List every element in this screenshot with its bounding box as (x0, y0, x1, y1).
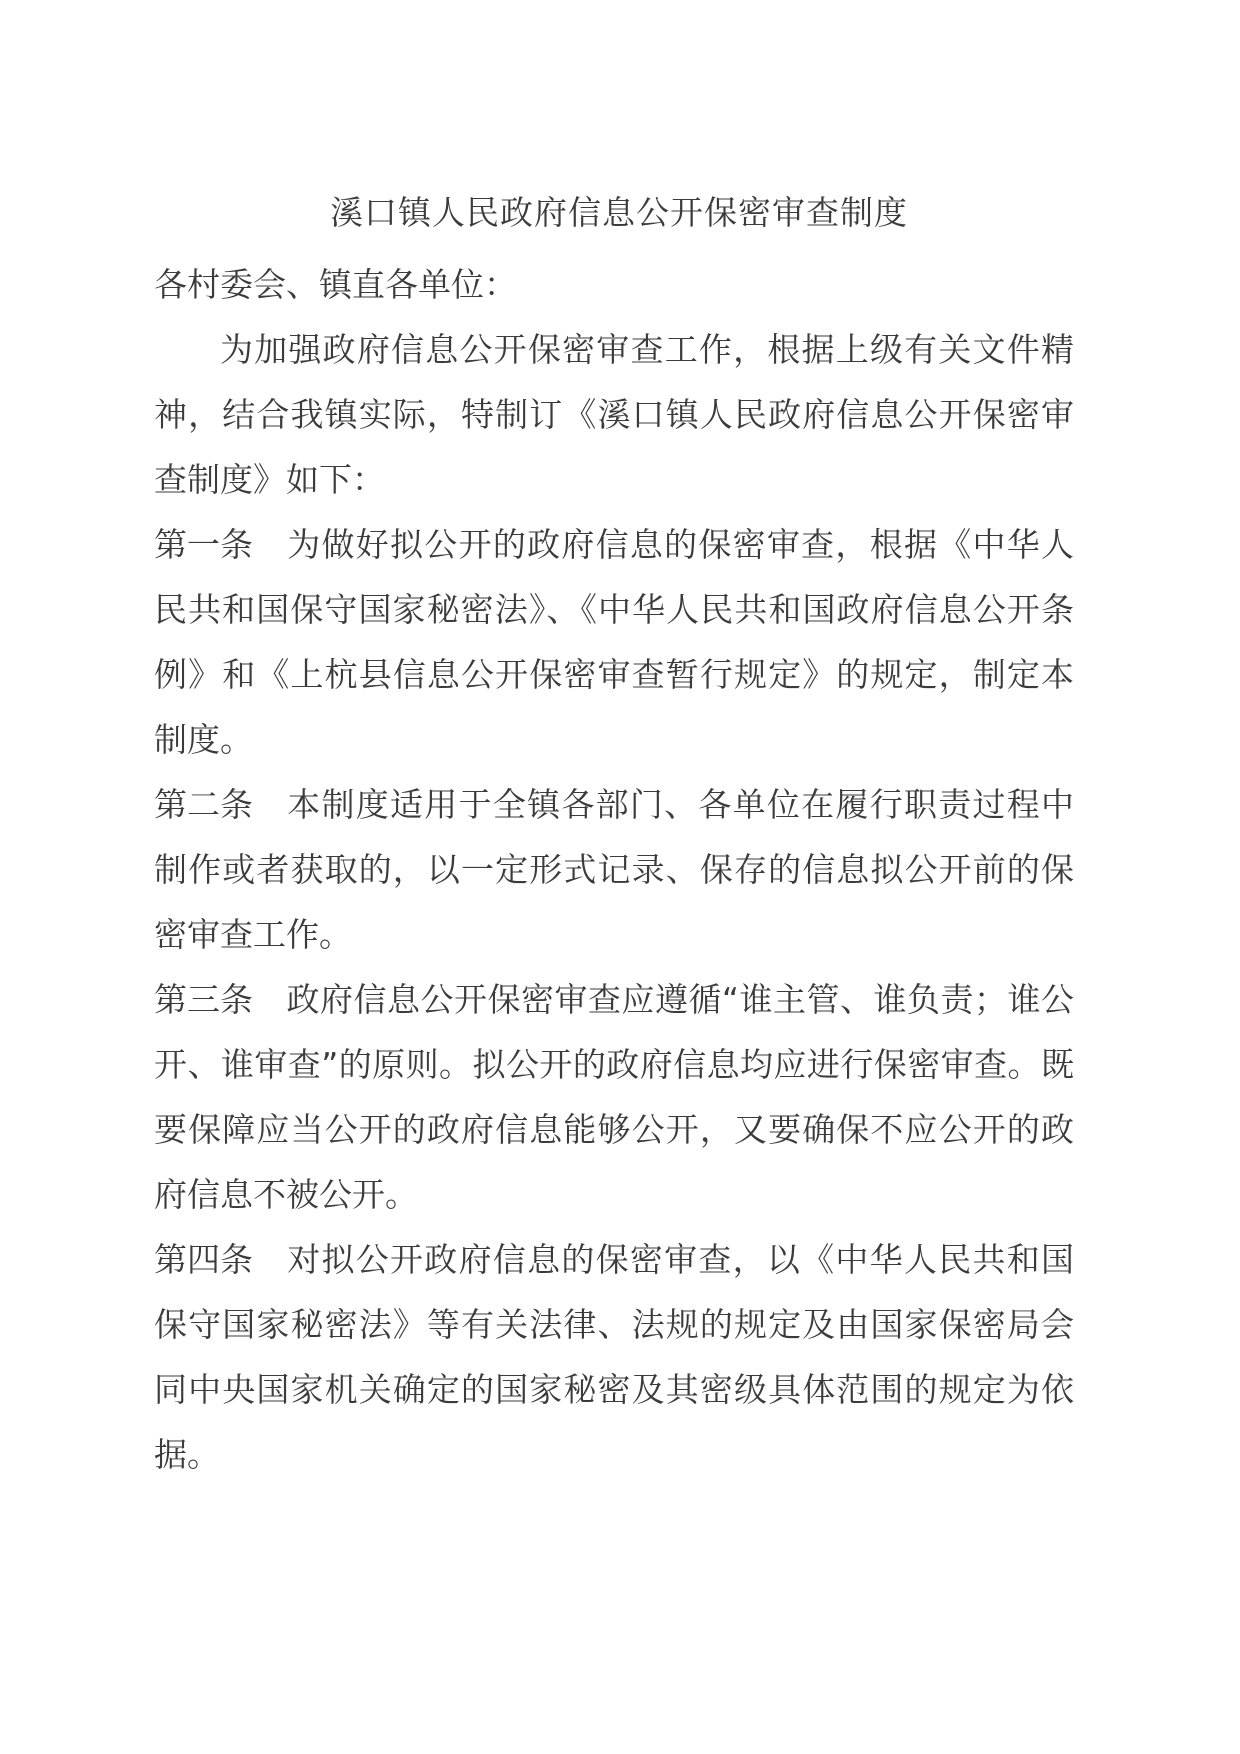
article-4-label: 第四条 (154, 1240, 253, 1279)
article-1-label: 第一条 (154, 525, 253, 564)
article-3 (154, 967, 1074, 1227)
document-title: 溪口镇人民政府信息公开保密审查制度 (330, 193, 908, 232)
article-4 (154, 1227, 1074, 1487)
article-1-text: 为做好拟公开的政府信息的保密审查，根据《中华人民共和国保守国家秘密法》、《中华人民共和国政府信息公开条例》和《上杭县信息公开保密审查暂行规定》的规定，制定本制度。 (154, 525, 1074, 759)
article-2-label: 第二条 (154, 785, 253, 824)
article-2-text: 本制度适用于全镇各部门、各单位在履行职责过程中制作或者获取的，以一定形式记录、保存的信息拟公开前的保密审查工作。 (154, 785, 1074, 954)
salutation: 各村委会、镇直各单位： (154, 265, 517, 304)
article-1 (154, 512, 1074, 772)
article-3-text: 政府信息公开保密审查应遵循“谁主管、谁负责；谁公开、谁审查”的原则。拟公开的政府信息均应进行保密审查。既要保障应当公开的政府信息能够公开，又要确保不应公开的政府信息不被公开。 (154, 980, 1074, 1214)
document-body (154, 252, 1074, 1487)
article-2 (154, 772, 1074, 967)
intro-paragraph: 为加强政府信息公开保密审查工作，根据上级有关文件精神，结合我镇实际，特制订《溪口镇人民政府信息公开保密审查制度》如下： (154, 330, 1074, 499)
article-3-label: 第三条 (154, 980, 253, 1019)
article-4-text: 对拟公开政府信息的保密审查，以《中华人民共和国保守国家秘密法》等有关法律、法规的规定及由国家保密局会同中央国家机关确定的国家秘密及其密级具体范围的规定为依据。 (154, 1240, 1074, 1474)
